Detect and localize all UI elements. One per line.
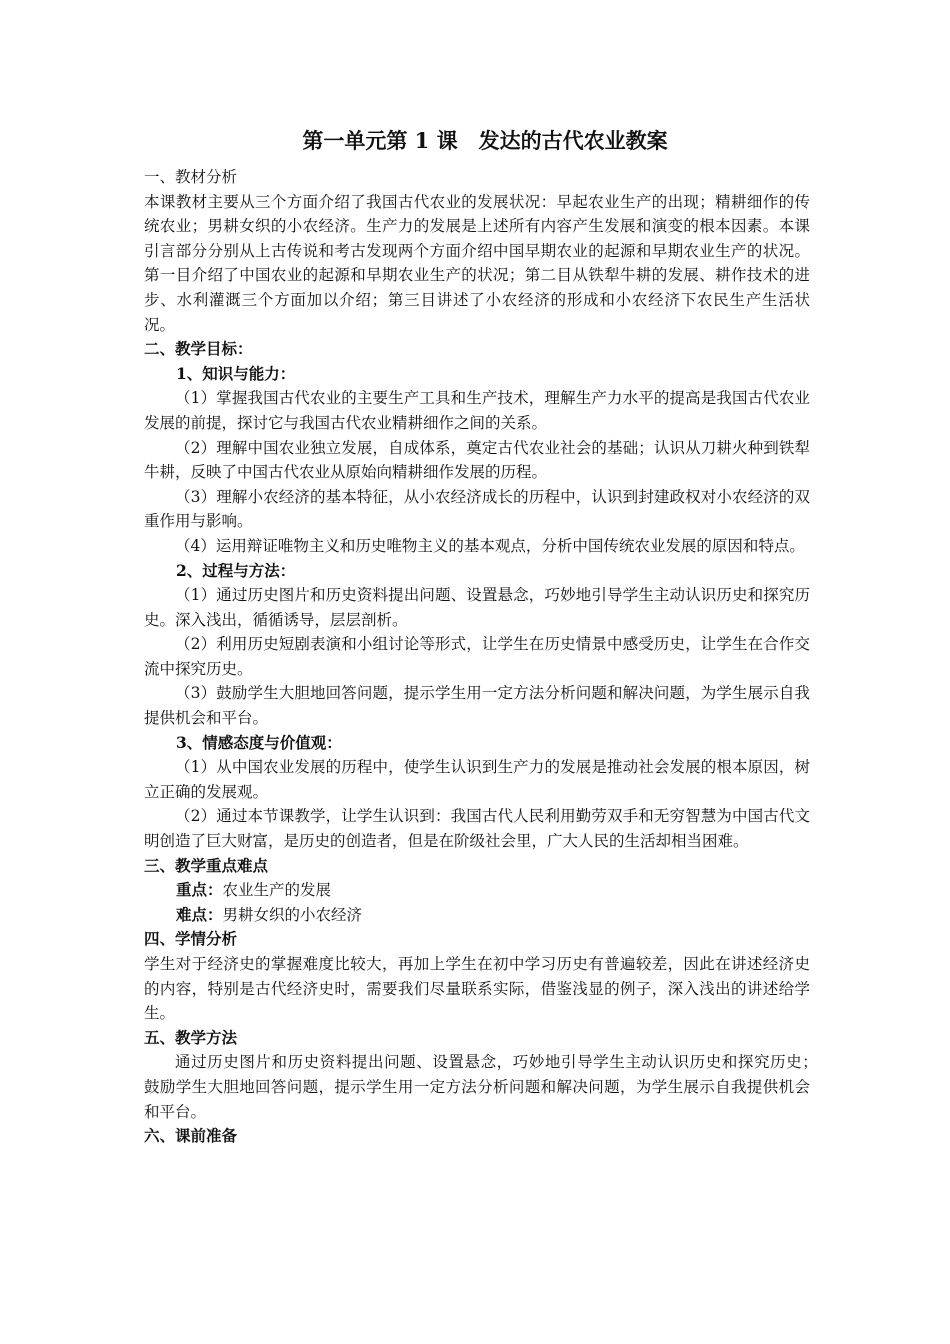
page-title: 第一单元第 1 课 发达的古代农业教案 xyxy=(302,128,668,153)
goal-item: （2）利用历史短剧表演和小组讨论等形式，让学生在历史情景中感受历史，让学生在合作交流中探究历史。 xyxy=(144,635,810,678)
key-point-text: 农业生产的发展 xyxy=(222,881,332,900)
section-heading-teaching-methods: 五、教学方法 xyxy=(144,1027,238,1047)
goal-item: （4）运用辩证唯物主义和历史唯物主义的基本观点，分析中国传统农业发展的原因和特点。 xyxy=(175,536,805,555)
difficulty-label: 难点： xyxy=(176,904,223,924)
goal-item: （2）通过本节课教学，让学生认识到：我国古代人民利用勤劳双手和无穷智慧为中国古代文明创造了巨大财富，是历史的创造者，但是在阶级社会里，广大人民的生活却相当困难。 xyxy=(144,807,810,851)
difficulty-line xyxy=(144,903,810,928)
section-heading-teaching-goals: 二、教学目标： xyxy=(144,339,253,359)
goal-item: （1）通过历史图片和历史资料提出问题、设置悬念，巧妙地引导学生主动认识历史和探究历史。深入浅出，循循诱导，层层剖析。 xyxy=(144,586,810,629)
teaching-methods-paragraph: 通过历史图片和历史资料提出问题、设置悬念，巧妙地引导学生主动认识历史和探究历史； 鼓励学生大胆地回答问题，提示学生用一定方法分析问题和解决问题，为学生展示自我提供机会和平台。 xyxy=(144,1053,826,1121)
key-point-label: 重点： xyxy=(176,880,223,900)
goal-item: （3）鼓励学生大胆地回答问题，提示学生用一定方法分析问题和解决问题，为学生展示自我提供机会和平台。 xyxy=(144,684,810,728)
section-heading-textbook-analysis: 一、教材分析 xyxy=(144,168,238,186)
section-heading-learner-analysis: 四、学情分析 xyxy=(144,929,238,949)
goal-heading-knowledge: 1、知识与能力： xyxy=(176,363,296,383)
document-page xyxy=(144,126,826,1149)
goal-item: （3）理解小农经济的基本特征，从小农经济成长的历程中，认识到封建政权对小农经济的双重作用与影响。 xyxy=(144,487,810,531)
goal-item: （1）从中国农业发展的历程中，使学生认识到生产力的发展是推动社会发展的根本原因，树立正确的发展观。 xyxy=(144,758,810,801)
key-point-line xyxy=(144,878,810,903)
goal-item: （1）掌握我国古代农业的主要生产工具和生产技术，理解生产力水平的提高是我国古代农业发展的前提，探讨它与我国古代农业精耕细作之间的关系。 xyxy=(144,389,810,432)
section-heading-key-points: 三、教学重点难点 xyxy=(144,855,269,875)
section-heading-preparation: 六、课前准备 xyxy=(144,1126,238,1146)
goal-item: （2）理解中国农业独立发展，自成体系，奠定古代农业社会的基础；认识从刀耕火种到铁犁牛耕，反映了中国古代农业从原始向精耕细作发展的历程。 xyxy=(144,438,810,482)
goal-heading-process: 2、过程与方法： xyxy=(176,560,296,580)
goal-heading-values: 3、情感态度与价值观： xyxy=(176,732,342,752)
learner-analysis-paragraph: 学生对于经济史的掌握难度比较大，再加上学生在初中学习历史有普遍较差，因此在讲述经济史的内容，特别是古代经济史时，需要我们尽量联系实际，借鉴浅显的例子，深入浅出的讲述给学生。 xyxy=(144,955,810,1023)
textbook-analysis-paragraph: 本课教材主要从三个方面介绍了我国古代农业的发展状况：早起农业生产的出现；精耕细作的传统农业；男耕女织的小农经济。生产力的发展是上述所有内容产生发展和演变的根本因素。本课引言部分分别从上古传说和考古发现两个方面介绍中国早期农业的起源和早期农业生产的状况。第一目介绍了中国农业的起源和早期农业生产的状况；第二目从铁犁牛耕的发展、耕作技术的进步、水利灌溉三个方面加以介绍；第三目讲述了小农经济的形成和小农经济下农民生产生活状况。 xyxy=(144,192,810,334)
difficulty-text: 男耕女织的小农经济 xyxy=(222,905,363,924)
